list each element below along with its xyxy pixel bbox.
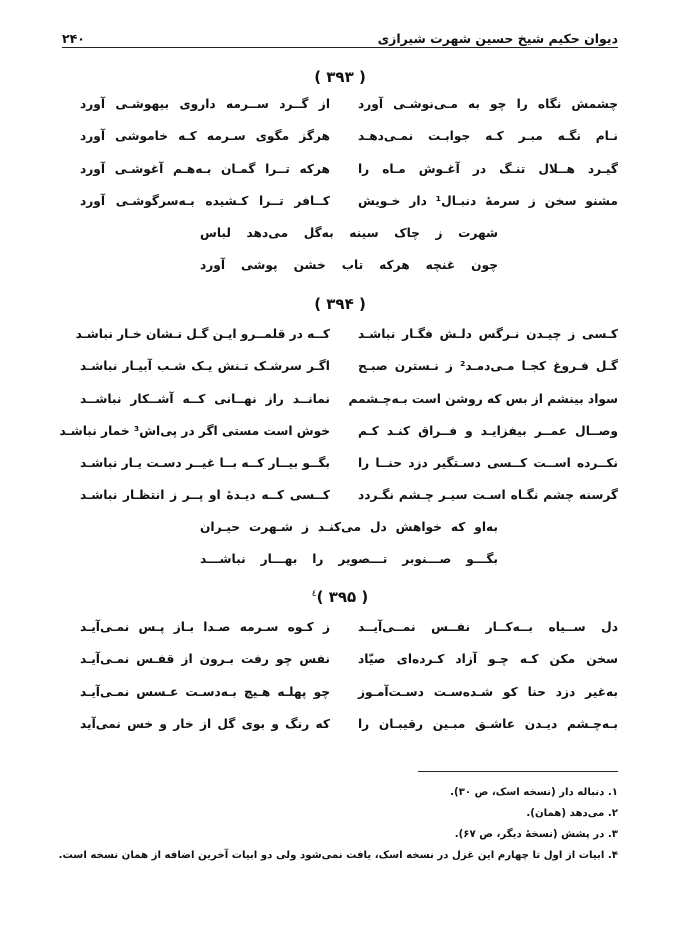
footnote-rule (418, 771, 618, 772)
second-hemistich: خوش است مستی اگر در پی‌اش³ خمار نباشـد (59, 424, 330, 438)
second-hemistich: هرگز مگوی سـرمه کـه خاموشی آورد (80, 129, 330, 143)
second-hemistich: کــافر تــرا کـشیده بـه‌سرگوشـی آورد (80, 194, 330, 208)
couplet (80, 125, 618, 147)
poem-number-heading (62, 588, 618, 614)
couplet (80, 616, 618, 638)
footnote: ۳. در پشش (نسخهٔ دیگر، ص ۶۷). (454, 829, 618, 840)
closing-hemistich: به‌او که خواهش دل می‌کنـد ز شـهرت حیـران (200, 520, 498, 534)
couplet (80, 190, 618, 212)
second-hemistich: کــسی کــه دیـدهٔ او پــر ز انتظـار نباشـد (80, 488, 330, 502)
first-hemistich: بـه‌چـشم دیـدن عاشـق مبـین رقیبـان را (358, 717, 618, 731)
second-hemistich: نمانــد راز نهــانی کــه آشــکار نباشــد (80, 392, 330, 406)
first-hemistich: سخن مکن کـه چـو آزاد کـرده‌ای صیّاد (358, 652, 618, 666)
couplet (80, 158, 618, 180)
first-hemistich: گـل فـروغ کجـا مـی‌دمـد² ز نـسترن صبـح (358, 359, 618, 373)
closing-hemistich: بگـــو صـــنوبر تـــصویر را بهـــار نباشـــد (200, 552, 498, 566)
couplet (80, 388, 618, 410)
couplet (80, 452, 618, 474)
footnote: ۱. دنباله دار (نسخه اسک، ص ۳۰). (450, 787, 618, 798)
couplet (80, 681, 618, 703)
couplet (80, 484, 618, 506)
footnote-mark: ٤ (311, 589, 317, 599)
footnote: ۴. ابیات از اول تا چهارم این غزل در نسخه اسک، یافت نمی‌شود ولی دو ابیات آخرین اضافه از همان نسخه است. (58, 850, 618, 861)
first-hemistich: کـسی ز چیـدن نـرگس دلـش فگـار نباشـد (358, 327, 618, 341)
second-hemistich: چو پهلـه هـیچ بـه‌دسـت عـسس نمـی‌آیـد (80, 685, 330, 699)
poem-number: ( ۳۹۵ ) (316, 588, 369, 606)
running-header (62, 26, 618, 46)
first-hemistich: نـام نگـه مبـر کـه جوابـت نمـی‌دهـد (358, 129, 618, 143)
footnote: ۲. می‌دهد (همان). (526, 808, 618, 819)
first-hemistich: سواد بینشم از بس که روشن است بـه‌چـشمم (348, 392, 618, 406)
poem-number: ( ۳۹۳ ) (314, 68, 366, 86)
second-hemistich: از گــرد ســرمه داروی بیهوشـی آورد (80, 97, 330, 111)
second-hemistich: اگـر سرشـک تـنش یـک شـب آبیـار نباشـد (80, 359, 330, 373)
closing-hemistich: چون غنچه هرکه تاب خشن پوشی آورد (200, 258, 498, 272)
first-hemistich: دل ســیاه بــه‌کــار نفــس نمــی‌آیــد (358, 620, 618, 634)
couplet (59, 420, 618, 442)
second-hemistich: بگــو بیــار کــه بــا غیــر دسـت یـار نباشـد (80, 456, 330, 470)
closing-hemistich: شهرت ز چاک سینه به‌گل می‌دهد لباس (200, 226, 498, 240)
second-hemistich: که رنگ و بوی گل از خار و خس نمی‌آید (80, 717, 330, 731)
page-number: ۲۴۰ (62, 31, 85, 46)
couplet (80, 93, 618, 115)
couplet (75, 323, 618, 345)
first-hemistich: مشنو سخن ز سرمهٔ دنبـال¹ دار خـویش (358, 194, 618, 208)
first-hemistich: گرسنه چشم نگـاه اسـت سیـر چـشم نگـردد (358, 488, 618, 502)
header-rule (62, 47, 618, 48)
first-hemistich: نکــرده اســت کــسی دسـتگیر دزد حنــا را (358, 456, 618, 470)
first-hemistich: به‌غیر دزد حنا کو شـده‌سـت دسـت‌آمـوز (358, 685, 618, 699)
couplet (80, 648, 618, 670)
poem-number: ( ۳۹۴ ) (314, 295, 366, 313)
couplet (80, 713, 618, 735)
first-hemistich: وصــال عمــر بیفزایـد و فــراق کنـد کـم (358, 424, 618, 438)
couplet (80, 355, 618, 377)
second-hemistich: کــه در قلمــرو ایـن گـل نـشان خـار نباشـد (75, 327, 330, 341)
first-hemistich: چشمش نگاه را چو به مـی‌نوشـی آورد (358, 97, 618, 111)
second-hemistich: نفس چو رفت بـرون از قفـس نمـی‌آیـد (80, 652, 330, 666)
second-hemistich: هرکه تــرا گمـان بـه‌هـم آغوشـی آورد (80, 162, 330, 176)
second-hemistich: ز کـوه سـرمه صـدا بـاز پـس نمـی‌آیـد (80, 620, 330, 634)
first-hemistich: گیـرد هــلال تنـگ در آغـوش مـاه را (358, 162, 618, 176)
book-title: دیوان حکیم شیخ حسین شهرت شیرازی (377, 31, 618, 46)
